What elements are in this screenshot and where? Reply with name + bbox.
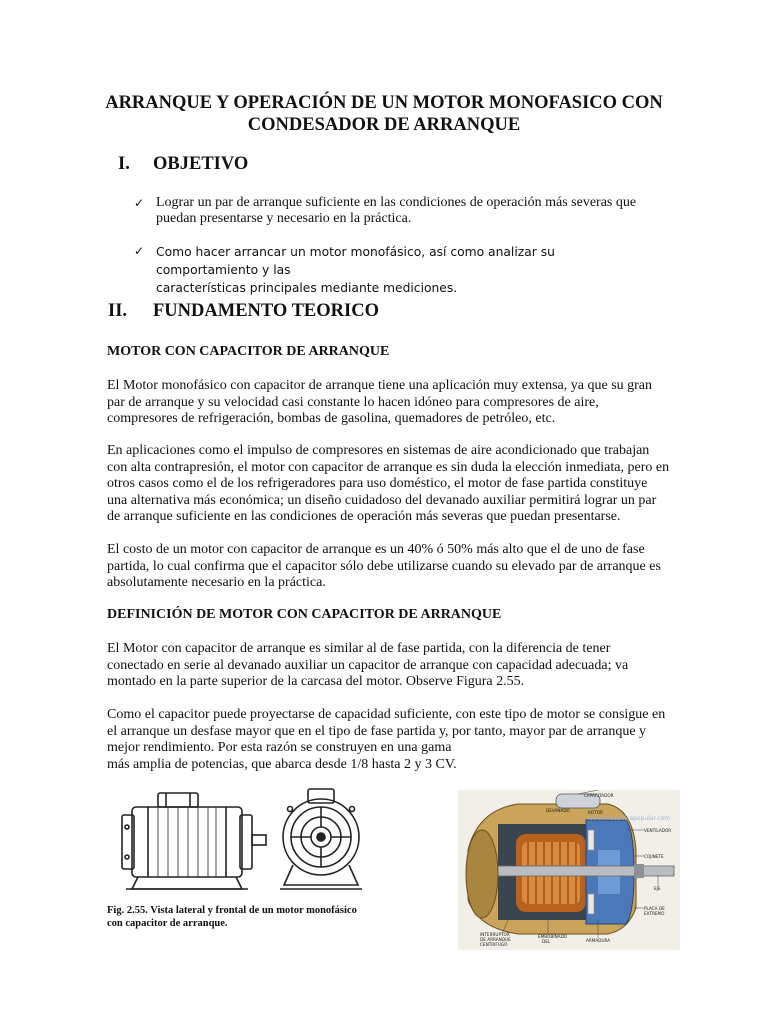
motor-front-view [280,789,362,889]
subheading-motor-capacitor: MOTOR CON CAPACITOR DE ARRANQUE [107,344,390,359]
section-heading-objetivo [118,153,418,175]
label-embobinado: EMBOBINADO [538,934,567,939]
bullet-text: Lograr un par de arranque suficiente en las condiciones de operación más severas que puedan presentarse y necesario en la práctica. [156,195,637,226]
motor-side-view [122,793,266,889]
label-rotor: ROTOR [588,810,603,815]
motor-cutaway-illustration [458,790,680,950]
title-line-1: ARRANQUE Y OPERACIÓN DE UN MOTOR MONOFASICO CON [105,93,663,113]
label-cojinete: COJINETE [644,854,664,859]
title-line-2: CONDESADOR DE ARRANQUE [247,115,521,135]
paragraph-1: El Motor monofásico con capacitor de arranque tiene una aplicación muy extensa, ya que su gran par de arranque y su velocidad casi constante lo hacen idóneo para compresores de aire, compresores de refrigeración, bombas de gasolina, quemadores de petróleo, etc. [107,378,653,427]
label-placa: PLACA DE [644,906,665,911]
paragraph-2: En aplicaciones como el impulso de compresores en sistemas de aire acondicionado que trabajan con alta contrapresión, el motor con capacitor de arranque es sin duda la elección inmediata, pero en otros casos como el de los refrigeradores para uso doméstico, el motor de fase partida constituye una alternativa más económica; un diseño cuidadoso del devanado auxiliar permitirá lograr un par de arranque suficiente en las condiciones de operación más severas que puedan presentarse. [107,443,670,525]
section-title: OBJETIVO [153,154,249,174]
checkmark-icon: ✓ [134,244,145,258]
label-capacitor: CAPACITADOR [584,793,614,798]
section-number: II. [108,301,128,321]
objective-bullet-2 [134,243,654,297]
label-interruptor-3: CENTRIFUGO [480,942,508,947]
label-placa-2: EXTREMO [644,911,665,916]
document-title [60,92,708,136]
bullet-text: Como hacer arrancar un motor monofásico, así como analizar su comportamiento y las características principales mediante mediciones. [156,245,555,295]
figure-caption: Fig. 2.55. Vista lateral y frontal de un motor monofásico con capacitor de arranque. [107,905,357,929]
subheading-definicion: DEFINICIÓN DE MOTOR CON CAPACITOR DE ARRANQUE [107,607,502,622]
paragraph-3: El costo de un motor con capacitor de arranque es un 40% ó 50% más alto que el de uno de fase partida, lo cual confirma que el capacitor sólo debe utilizarse cuando su elevado par de arranque es absolutamente necesario en la práctica. [107,542,661,591]
label-eje: EJE [654,886,661,891]
section-heading-fundamento [108,300,508,322]
label-devanado: DEVANADO [546,808,570,813]
objective-bullet-1 [134,195,654,227]
section-number: I. [118,154,130,174]
label-armadura: ARMADURA [586,938,611,943]
paragraph-4: El Motor con capacitor de arranque es similar al de fase partida, con la diferencia de tener conectado en serie al devanado auxiliar un capacitor de arranque con capacidad adecuada; va montado en la parte superior de la carcasa del motor. Observe Figura 2.55. [107,641,629,690]
label-interruptor-2: DE ARRANQUE [480,937,511,942]
motor-line-drawing [118,785,368,895]
section-title: FUNDAMENTO TEORICO [153,301,379,321]
website-watermark: www.mecanicapopular.com [588,815,671,822]
label-interruptor: INTERRUPTOR [480,932,510,937]
label-ventilador: VENTILADOR [644,828,672,833]
label-embobinado-2: DEL [542,939,551,944]
paragraph-5: Como el capacitor puede proyectarse de capacidad suficiente, con este tipo de motor se consigue en el arranque un desfase mayor que en el tipo de fase partida y, por tanto, mayor par de arranque y mejor rendimiento. Por esta razón se construyen en una gama más amplia de potencias, que abarca desde 1/8 hasta 2 y 3 CV. [107,707,666,772]
checkmark-icon: ✓ [134,196,145,210]
